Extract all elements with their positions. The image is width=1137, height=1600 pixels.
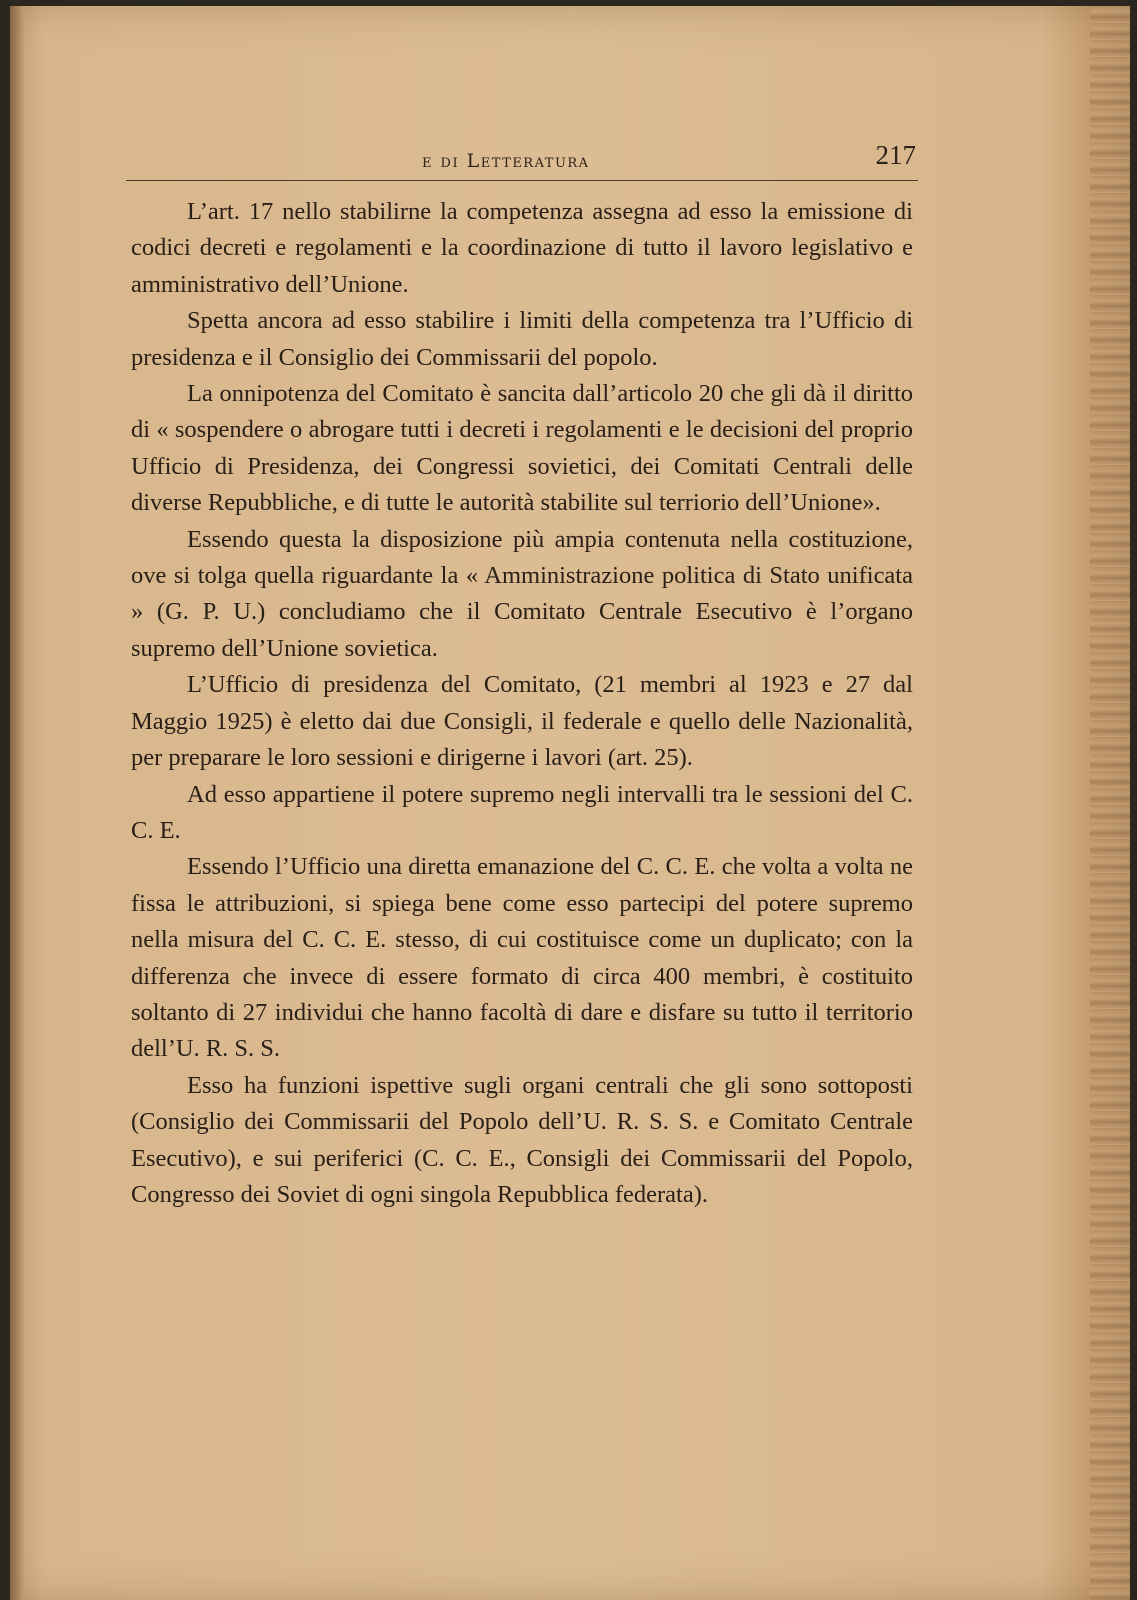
paragraph: Esso ha funzioni ispettive sugli organi centrali che gli sono sottoposti (Consiglio dei Commissarii del Popolo dell’U. R. S. S. e Comitato Centrale Esecutivo), e sui periferici (C. C. E., Consigli dei Commissarii del Popolo, Congresso dei Soviet di ogni singola Repubblica federata). [131,1071,913,1208]
paragraph: Spetta ancora ad esso stabilire i limiti della competenza tra l’Ufficio di presidenza e il Consiglio dei Commissarii del popolo. [131,307,913,371]
running-title: e di Letteratura [422,150,590,172]
page-number: 217 [875,140,916,170]
page-fore-edge [1090,6,1130,1600]
paragraph: Ad esso appartiene il potere supremo negli intervalli tra le sessioni del C. C. E. [131,780,913,844]
header-rule [126,180,918,181]
paragraph: La onnipotenza del Comitato è sancita dall’articolo 20 che gli dà il diritto di « sospendere o abrogare tutti i decreti i regolamenti e le decisioni del proprio Ufficio di Presidenza, dei Congressi sovietici, dei Comitati Centrali delle diverse Repubbliche, e di tutte le autorità stabilite sul terriorio dell’Unione». [131,380,913,517]
paragraph: L’Ufficio di presidenza del Comitato, (21 membri al 1923 e 27 dal Maggio 1925) è eletto dai due Consigli, il federale e quello delle Nazionalità, per preparare le loro sessioni e dirigerne i lavori (art. 25). [131,671,913,772]
paragraph: L’art. 17 nello stabilirne la competenza assegna ad esso la emissione di codici decreti e regolamenti e la coordinazione di tutto il lavoro legislativo e amministrativo dell’Unione. [131,198,913,298]
paragraph: Essendo l’Ufficio una diretta emanazione del C. C. E. che volta a volta ne fissa le attribuzioni, si spiega bene come esso partecipi del potere supremo nella misura del C. C. E. stesso, di cui costituisce come un duplicato; con la differenza che invece di essere formato di circa 400 membri, è costituito soltanto di 27 individui che hanno facoltà di dare e disfare su tutto il territorio dell’U. R. S. S. [131,853,913,1063]
paragraph: Essendo questa la disposizione più ampia contenuta nella costituzione, ove si tolga quella riguardante la « Amministrazione politica di Stato unificata » (G. P. U.) concludiamo che il Comitato Centrale Esecutivo è l’organo supremo dell’Unione sovietica. [131,525,913,662]
running-head [126,140,916,182]
body-text [131,194,913,1213]
page-binding-edge [10,6,24,1600]
